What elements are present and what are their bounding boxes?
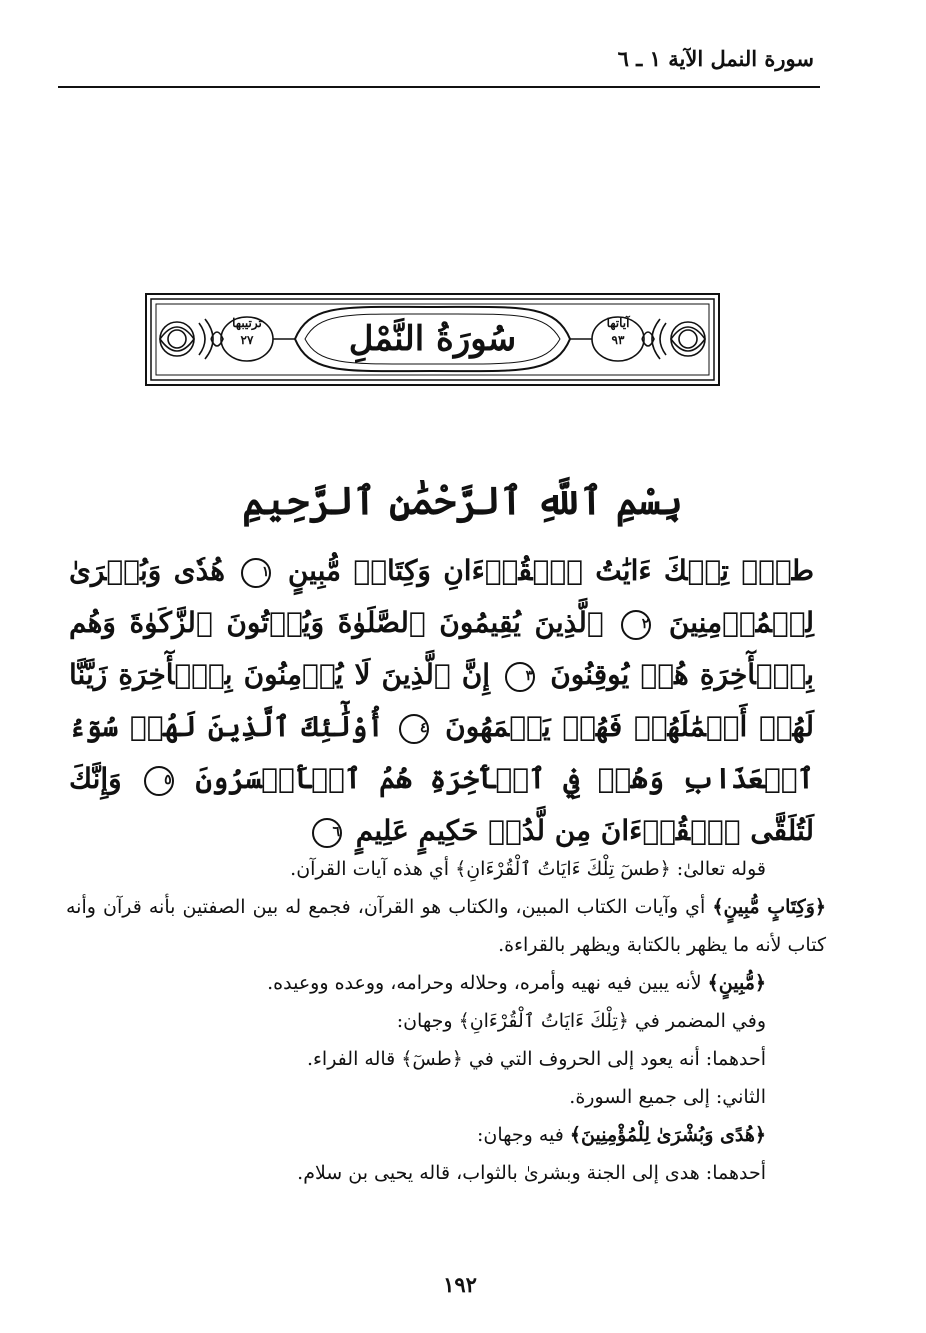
verse-text: ٱلَّذِينَ يُقِيمُونَ ٱلصَّلَوٰةَ وَيُؤۡتُونَ ٱلزَّكَوٰةَ وَهُم بِٱلۡأٓخِرَةِ هُمۡ يُوقِنُونَ (69, 606, 814, 691)
commentary-text: وفي المضمر في ﴿تِلْكَ ءَايَاتُ ٱلْقُرْءَانِ﴾ وجهان: (396, 1010, 766, 1032)
verse-number-marker: ٥ (144, 766, 174, 796)
commentary-quote: ﴿هُدًى وَبُشْرَىٰ لِلْمُؤْمِنِينَ﴾ (569, 1124, 766, 1146)
verse-text: وَإِنَّكَ لَتُلَقَّى ٱلۡقُرۡءَانَ مِن لَّدُنۡ حَكِيمٍ عَلِيمٍ (69, 762, 814, 847)
verse-text: طسٓۚ تِلۡكَ ءَايَٰتُ ٱلۡقُرۡءَانِ وَكِتَابٖ مُّبِينٍ (287, 554, 814, 587)
surah-order-label: ترتيبها (232, 316, 262, 330)
surah-verse-count-label: آياتها (606, 316, 630, 330)
commentary-paragraph (66, 1116, 766, 1154)
verse-number-marker: ٣ (505, 662, 535, 692)
commentary-text: فيه وجهان: (476, 1124, 570, 1146)
basmala: بِسْمِ ٱللَّهِ ٱلرَّحْمَٰنِ ٱلرَّحِيمِ (242, 478, 683, 523)
quran-verses (69, 545, 814, 857)
commentary-paragraph (66, 1040, 766, 1078)
running-header-title: سورة النمل الآية ١ ـ ٦ (617, 46, 814, 71)
commentary-text: لأنه يبين فيه نهيه وأمره، وحلاله وحرامه، ووعده ووعيده. (267, 972, 708, 994)
verse-text: أُوْلَٰٓئِكَ ٱلَّذِينَ لَهُمۡ سُوٓءُ ٱلۡعَذَابِ وَهُمۡ فِي ٱلۡأٓخِرَةِ هُمُ ٱلۡأَخۡسَرُونَ (69, 710, 814, 795)
header-rule (58, 86, 820, 88)
commentary-quote: ﴿وَكِتَابٍ مُّبِينٍ﴾ (712, 896, 827, 918)
commentary-text: قوله تعالىٰ: ﴿طسٓ تِلْكَ ءَايَاتُ ٱلْقُرْءَانِ﴾ أي هذه آيات القرآن. (290, 858, 766, 880)
commentary-paragraph (66, 1002, 766, 1040)
tafsir-commentary (66, 850, 827, 1192)
page-number: ١٩٢ (443, 1272, 477, 1297)
surah-name: سُورَةُ النَّمْلِ (348, 319, 517, 359)
commentary-paragraph (66, 964, 766, 1002)
commentary-paragraph (66, 1154, 766, 1192)
surah-verse-count (592, 315, 644, 349)
surah-order (221, 315, 273, 349)
verse-number-marker: ٢ (621, 610, 651, 640)
commentary-text: أحدهما: أنه يعود إلى الحروف التي في ﴿طسٓ﴾ قاله الفراء. (306, 1048, 766, 1070)
surah-order-value: ٢٧ (240, 333, 254, 347)
verse-text: هُدٗى وَبُشۡرَىٰ لِلۡمُؤۡمِنِينَ (69, 554, 815, 639)
commentary-paragraph (66, 850, 766, 888)
commentary-text: أي وآيات الكتاب المبين، والكتاب هو القرآن، فجمع له بين الصفتين بأنه قرآن وأنه كتاب لأنه ما يظهر بالكتابة ويظهر بالقراءة. (66, 896, 826, 956)
commentary-text: أحدهما: هدى إلى الجنة وبشرىٰ بالثواب، قاله يحيى بن سلام. (297, 1162, 766, 1184)
commentary-paragraph (66, 888, 826, 964)
verse-number-marker: ١ (241, 558, 271, 588)
verse-number-marker: ٤ (399, 714, 429, 744)
commentary-text: الثاني: إلى جميع السورة. (569, 1086, 766, 1108)
verse-text: إِنَّ ٱلَّذِينَ لَا يُؤۡمِنُونَ بِٱلۡأٓخِرَةِ زَيَّنَّا لَهُمۡ أَعۡمَٰلَهُمۡ فَهُمۡ يَعۡمَهُونَ (69, 658, 814, 743)
running-header (58, 42, 820, 88)
verse-number-marker: ٦ (312, 818, 342, 848)
surah-title-banner (145, 293, 720, 386)
surah-verse-count-value: ٩٣ (611, 333, 625, 347)
commentary-paragraph (66, 1078, 766, 1116)
commentary-quote: ﴿مُّبِينٍ﴾ (707, 972, 766, 994)
